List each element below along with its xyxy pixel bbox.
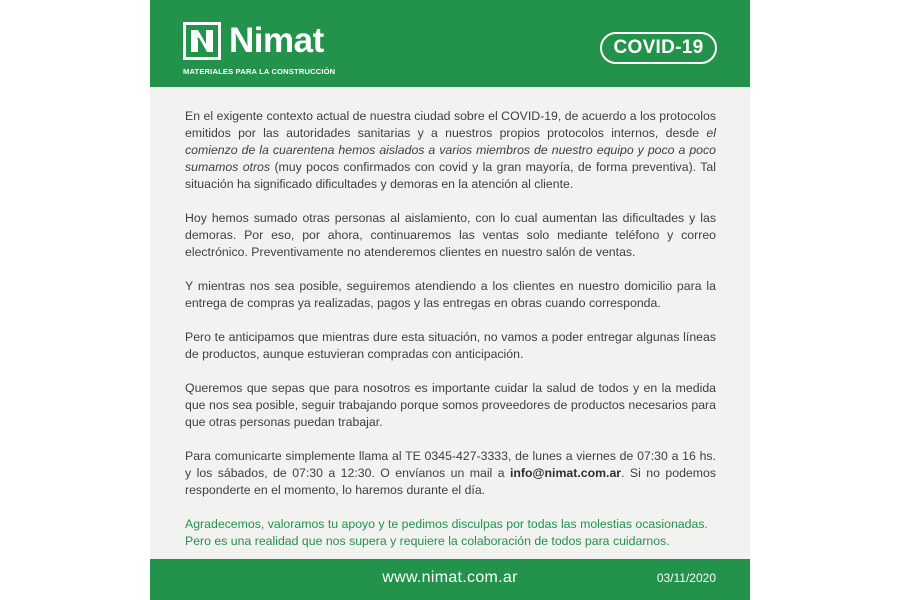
covid-notice-card bbox=[150, 0, 750, 600]
notice-body bbox=[185, 108, 716, 550]
contact-email[interactable]: info@nimat.com.ar bbox=[510, 466, 622, 480]
paragraph-health: Queremos que sepas que para nosotros es importante cuidar la salud de todos y en la medida que nos sea posible, seguir trabajando porque somos proveedores de productos necesarios para que otras personas puedan trabajar. bbox=[185, 381, 716, 429]
p1-text-start: En el exigente contexto actual de nuestra ciudad sobre el COVID-19, de acuerdo a los protocolos emitidos por las autoridades sanitarias y a nuestros propios protocolos internos, desde bbox=[185, 109, 716, 140]
p1-italic-text: el comienzo de la cuarentena hemos aislados a varios miembros de nuestro equipo y poco a poco sumamos otros bbox=[185, 126, 716, 174]
closing-message bbox=[185, 516, 716, 550]
brand-logo bbox=[183, 22, 335, 76]
contact-text-end: . Si no podemos responderte en el momento, lo haremos durante el día. bbox=[185, 466, 716, 497]
paragraph-products: Pero te anticipamos que mientras dure esta situación, no vamos a poder entregar algunas líneas de productos, aunque estuvieran compradas con anticipación. bbox=[185, 330, 716, 361]
contact-text-start: Para comunicarte simplemente llama al TE 0345-427-3333, de lunes a viernes de 07:30 a 16 hs. y los sábados, de 07:30 a 12:30. O envíanos un mail a bbox=[185, 449, 716, 480]
paragraph-isolation: Hoy hemos sumado otras personas al aislamiento, con lo cual aumentan las dificultades y las demoras. Por eso, por ahora, continuaremos las ventas solo mediante teléfono y correo electrónico. Preventivamente no atenderemos clientes en nuestro salón de ventas. bbox=[185, 211, 716, 259]
publish-date: 03/11/2020 bbox=[656, 571, 716, 585]
closing-line-1: Agradecemos, valoramos tu apoyo y te pedimos disculpas por todas las molestias ocasionadas. bbox=[185, 517, 708, 531]
closing-line-2: Pero es una realidad que nos supera y requiere la colaboración de todos para cuidarnos. bbox=[185, 534, 670, 548]
logo-row bbox=[183, 22, 335, 60]
header-bar bbox=[150, 0, 750, 87]
covid-badge: COVID-19 bbox=[600, 32, 717, 64]
p1-text-end: (muy pocos confirmados con covid y la gran mayoría, de forma preventiva). Tal situación ha significado dificultades y demoras en la atención al cliente. bbox=[185, 160, 716, 191]
footer-bar bbox=[150, 559, 750, 600]
paragraph-context bbox=[185, 108, 716, 193]
paragraph-deliveries: Y mientras nos sea posible, seguiremos atendiendo a los clientes en nuestro domicilio para la entrega de compras ya realizadas, pagos y las entregas en obras cuando corresponda. bbox=[185, 279, 716, 310]
website-link[interactable]: www.nimat.com.ar bbox=[382, 569, 518, 586]
paragraph-contact bbox=[185, 448, 716, 499]
brand-tagline: MATERIALES PARA LA CONSTRUCCIÓN bbox=[183, 67, 336, 76]
brand-name: Nimat bbox=[229, 21, 324, 60]
nimat-logo-icon bbox=[183, 22, 221, 60]
